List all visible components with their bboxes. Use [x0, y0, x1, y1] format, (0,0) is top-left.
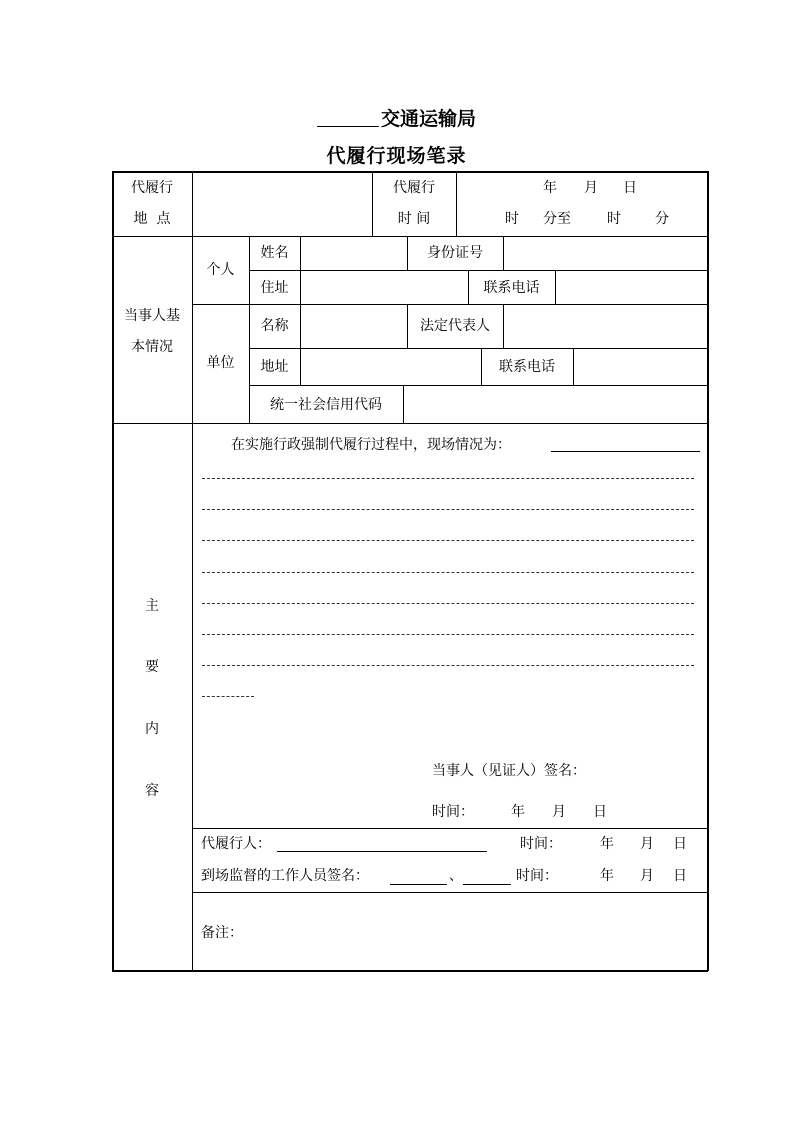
time-label-line2: 时 间: [397, 211, 431, 227]
unit-address-input[interactable]: [301, 349, 481, 385]
situation-intro: 在实施行政强制代履行过程中，现场情况为：: [231, 437, 511, 453]
main-label-char-2: 要: [145, 659, 159, 675]
individual-label: 个人: [206, 262, 235, 278]
credit-code-label: 统一社会信用代码: [270, 397, 382, 413]
individual-address-label: 住址: [260, 280, 289, 296]
place-label-line1: 代履行: [131, 180, 173, 196]
individual-name-input[interactable]: [301, 237, 407, 270]
party-sign-year: 年: [511, 804, 525, 820]
id-number-label: 身份证号: [427, 245, 483, 261]
party-label-line1: 当事人基: [124, 308, 180, 324]
date-day-label: 日: [623, 180, 637, 196]
executor-year: 年: [600, 836, 614, 852]
supervisor-signature-2[interactable]: [463, 884, 511, 885]
party-label-line2: 本情况: [131, 339, 173, 355]
unit-phone-input[interactable]: [574, 349, 707, 385]
remarks-label: 备注：: [201, 925, 243, 941]
party-signature-label: 当事人（见证人）签名：: [432, 763, 586, 779]
form-title: 代履行现场笔录: [326, 145, 467, 167]
individual-name-label: 姓名: [260, 245, 289, 261]
unit-name-label: 名称: [260, 318, 289, 334]
party-sign-time-label: 时间：: [432, 804, 474, 820]
main-label-char-3: 内: [145, 721, 159, 737]
supervisor-signature-1[interactable]: [390, 884, 447, 885]
credit-code-input[interactable]: [404, 386, 707, 423]
executor-day: 日: [673, 836, 687, 852]
place-label-line2: 地 点: [133, 211, 171, 227]
place-input[interactable]: [193, 172, 372, 236]
supervisor-time-label: 时间：: [516, 868, 558, 884]
executor-month: 月: [640, 836, 654, 852]
main-label-char-1: 主: [145, 598, 159, 614]
legal-rep-input[interactable]: [504, 305, 707, 348]
party-sign-month: 月: [552, 804, 566, 820]
individual-address-input[interactable]: [301, 271, 468, 304]
supervisor-month: 月: [640, 868, 654, 884]
situation-first-blank[interactable]: [551, 451, 700, 452]
date-month-label: 月: [584, 180, 598, 196]
unit-name-input[interactable]: [301, 305, 407, 348]
hour-to-label: 时: [607, 211, 621, 227]
supervisor-label: 到场监督的工作人员签名：: [201, 868, 369, 884]
main-label-char-4: 容: [145, 783, 159, 799]
date-time-input[interactable]: [457, 172, 707, 236]
unit-address-label: 地址: [260, 359, 289, 375]
unit-label: 单位: [206, 355, 235, 371]
id-number-input[interactable]: [504, 237, 707, 270]
supervisor-day: 日: [673, 868, 687, 884]
unit-phone-label: 联系电话: [499, 359, 555, 375]
individual-phone-input[interactable]: [556, 271, 707, 304]
executor-time-label: 时间：: [520, 836, 562, 852]
supervisor-year: 年: [600, 868, 614, 884]
party-signature-field[interactable]: [600, 758, 700, 782]
remarks-input[interactable]: [245, 900, 705, 966]
executor-label: 代履行人：: [201, 836, 271, 852]
date-year-label: 年: [543, 180, 557, 196]
legal-rep-label: 法定代表人: [420, 318, 490, 334]
party-sign-day: 日: [593, 804, 607, 820]
minute-to-label: 分至: [543, 211, 571, 227]
executor-signature-field[interactable]: [277, 851, 487, 852]
individual-phone-label: 联系电话: [483, 280, 540, 296]
agency-name-blank[interactable]: [317, 106, 379, 127]
supervisor-separator: 、: [449, 868, 463, 884]
agency-title: 交通运输局: [0, 104, 793, 134]
minute-label: 分: [655, 211, 669, 227]
time-label-line1: 代履行: [393, 180, 435, 196]
hour-from-label: 时: [505, 211, 519, 227]
